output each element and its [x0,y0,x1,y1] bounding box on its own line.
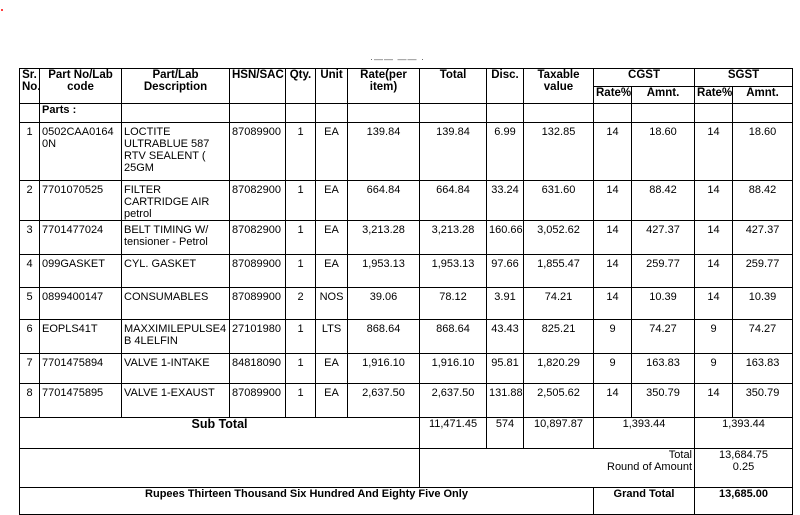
amount-in-words: Rupees Thirteen Thousand Six Hundred And Eighty Five Only [20,488,594,515]
row-disc: 33.24 [487,181,524,221]
row-cgst-rate: 14 [594,288,632,320]
totals-row [20,449,793,488]
row-cgst-amt: 350.79 [632,384,695,418]
table-row [20,181,793,221]
row-disc: 97.66 [487,255,524,288]
row-cgst-amt: 74.27 [632,320,695,354]
col-header-disc: Disc. [487,69,524,104]
col-header-sgst-amt: Amnt. [733,87,793,104]
row-description: VALVE 1-EXAUST [122,384,230,418]
col-header-sgst-rate: Rate% [695,87,733,104]
row-unit: EA [316,221,348,255]
row-sr-no: 4 [20,255,40,288]
row-sgst-amt: 10.39 [733,288,793,320]
row-qty: 1 [286,384,316,418]
col-header-hsn: HSN/SAC [230,69,286,104]
row-description: CONSUMABLES [122,288,230,320]
row-taxable: 1,820.29 [524,354,594,384]
row-sr-no: 6 [20,320,40,354]
row-qty: 2 [286,288,316,320]
row-qty: 1 [286,181,316,221]
row-description: BELT TIMING W/ tensioner - Petrol [122,221,230,255]
row-unit: EA [316,123,348,181]
row-cgst-rate: 14 [594,384,632,418]
grand-total-label: Grand Total [594,488,695,515]
row-hsn: 87089900 [230,255,286,288]
row-total: 78.12 [420,288,487,320]
col-header-rate: Rate(per item) [348,69,420,104]
row-unit: EA [316,354,348,384]
table-row [20,384,793,418]
row-cgst-amt: 88.42 [632,181,695,221]
row-sgst-amt: 163.83 [733,354,793,384]
row-part-no: EOPLS41T [40,320,122,354]
row-description: FILTER CARTRIDGE AIR petrol [122,181,230,221]
col-header-total: Total [420,69,487,104]
header-row [20,69,793,87]
row-sgst-rate: 14 [695,288,733,320]
row-rate: 664.84 [348,181,420,221]
col-header-taxable: Taxable value [524,69,594,104]
row-disc: 160.66 [487,221,524,255]
row-rate: 39.06 [348,288,420,320]
section-row [20,104,793,123]
row-sgst-rate: 9 [695,320,733,354]
subtotal-taxable: 10,897.87 [524,418,594,449]
row-sr-no: 2 [20,181,40,221]
row-cgst-rate: 9 [594,320,632,354]
row-qty: 1 [286,354,316,384]
totals-blank [20,449,420,488]
row-unit: LTS [316,320,348,354]
corner-mark [1,9,3,11]
totals-values [695,449,793,488]
table-row [20,354,793,384]
total-value: 13,684.75 [719,449,768,461]
row-total: 868.64 [420,320,487,354]
row-part-no: 7701477024 [40,221,122,255]
row-sr-no: 1 [20,123,40,181]
row-sgst-rate: 9 [695,354,733,384]
section-label: Parts : [40,104,122,123]
row-cgst-amt: 259.77 [632,255,695,288]
col-header-unit: Unit [316,69,348,104]
row-rate: 3,213.28 [348,221,420,255]
cut-off-header-text: ·—— —— · [370,56,425,61]
row-rate: 139.84 [348,123,420,181]
row-hsn: 84818090 [230,354,286,384]
row-sgst-rate: 14 [695,181,733,221]
row-total: 1,953.13 [420,255,487,288]
row-sr-no: 3 [20,221,40,255]
row-total: 2,637.50 [420,384,487,418]
round-value: 0.25 [732,461,755,473]
table-row [20,123,793,181]
row-disc: 131.88 [487,384,524,418]
row-description: LOCTITE ULTRABLUE 587 RTV SEALENT ( 25GM [122,123,230,181]
row-taxable: 631.60 [524,181,594,221]
row-cgst-amt: 427.37 [632,221,695,255]
grand-total-value: 13,685.00 [695,488,793,515]
row-sgst-rate: 14 [695,255,733,288]
row-disc: 43.43 [487,320,524,354]
row-hsn: 87082900 [230,181,286,221]
row-sgst-amt: 74.27 [733,320,793,354]
row-hsn: 87089900 [230,384,286,418]
row-disc: 3.91 [487,288,524,320]
table-row [20,221,793,255]
row-unit: EA [316,255,348,288]
row-part-no: 7701475894 [40,354,122,384]
table-row [20,320,793,354]
row-hsn: 27101980 [230,320,286,354]
row-cgst-rate: 14 [594,181,632,221]
row-hsn: 87082900 [230,221,286,255]
row-cgst-amt: 18.60 [632,123,695,181]
row-sr-no: 5 [20,288,40,320]
row-taxable: 2,505.62 [524,384,594,418]
subtotal-disc: 574 [487,418,524,449]
subtotal-label: Sub Total [20,418,420,449]
col-header-cgst-amt: Amnt. [632,87,695,104]
table-row [20,255,793,288]
row-unit: NOS [316,288,348,320]
subtotal-sgst: 1,393.44 [695,418,793,449]
row-qty: 1 [286,255,316,288]
row-sgst-rate: 14 [695,123,733,181]
row-sgst-amt: 18.60 [733,123,793,181]
row-taxable: 1,855.47 [524,255,594,288]
row-description: CYL. GASKET [122,255,230,288]
col-header-part-no: Part No/Lab code [40,69,122,104]
col-header-description: Part/Lab Description [122,69,230,104]
row-sgst-rate: 14 [695,384,733,418]
row-part-no: 7701475895 [40,384,122,418]
row-unit: EA [316,384,348,418]
row-taxable: 132.85 [524,123,594,181]
row-rate: 1,953.13 [348,255,420,288]
row-rate: 1,916.10 [348,354,420,384]
row-unit: EA [316,181,348,221]
row-part-no: 0502CAA01640N [40,123,122,181]
row-sgst-amt: 427.37 [733,221,793,255]
row-rate: 868.64 [348,320,420,354]
grand-total-row [20,488,793,515]
col-header-cgst-rate: Rate% [594,87,632,104]
row-taxable: 3,052.62 [524,221,594,255]
row-cgst-rate: 14 [594,123,632,181]
row-taxable: 825.21 [524,320,594,354]
row-sr-no: 8 [20,384,40,418]
row-qty: 1 [286,320,316,354]
row-total: 664.84 [420,181,487,221]
row-qty: 1 [286,123,316,181]
round-label: Round of Amount [607,461,693,473]
col-header-sgst: SGST [695,69,793,87]
row-cgst-rate: 14 [594,255,632,288]
row-total: 1,916.10 [420,354,487,384]
row-sr-no: 7 [20,354,40,384]
col-header-cgst: CGST [594,69,695,87]
totals-labels [420,449,695,488]
row-taxable: 74.21 [524,288,594,320]
row-qty: 1 [286,221,316,255]
row-disc: 6.99 [487,123,524,181]
subtotal-cgst: 1,393.44 [594,418,695,449]
row-disc: 95.81 [487,354,524,384]
col-header-qty: Qty. [286,69,316,104]
col-header-sr-no: Sr. No. [20,69,40,104]
row-sgst-amt: 350.79 [733,384,793,418]
row-sgst-amt: 88.42 [733,181,793,221]
row-cgst-amt: 10.39 [632,288,695,320]
invoice-table [19,68,793,515]
row-cgst-amt: 163.83 [632,354,695,384]
row-total: 3,213.28 [420,221,487,255]
row-rate: 2,637.50 [348,384,420,418]
row-cgst-rate: 9 [594,354,632,384]
table-row [20,288,793,320]
row-sgst-rate: 14 [695,221,733,255]
subtotal-row [20,418,793,449]
row-description: VALVE 1-INTAKE [122,354,230,384]
subtotal-total: 11,471.45 [420,418,487,449]
row-part-no: 7701070525 [40,181,122,221]
row-total: 139.84 [420,123,487,181]
row-cgst-rate: 14 [594,221,632,255]
row-hsn: 87089900 [230,288,286,320]
row-description: MAXXIMILEPULSE4B 4LELFIN [122,320,230,354]
row-hsn: 87089900 [230,123,286,181]
row-sgst-amt: 259.77 [733,255,793,288]
total-label: Total [668,449,693,461]
row-part-no: 0899400147 [40,288,122,320]
row-part-no: 099GASKET [40,255,122,288]
